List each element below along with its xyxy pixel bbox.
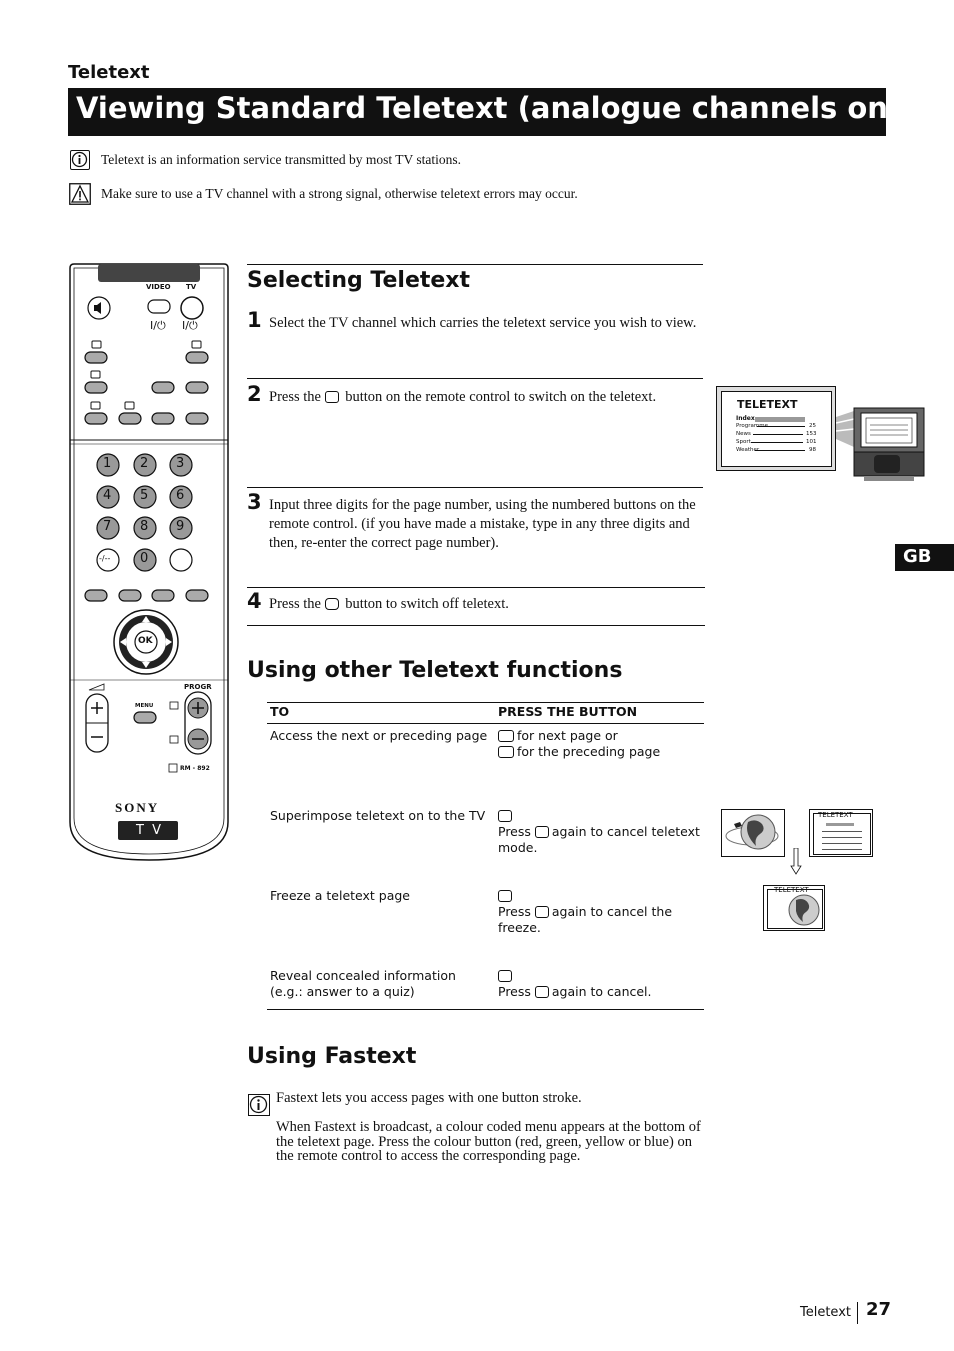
step-divider (247, 378, 703, 379)
teletext-row-label: Weather (736, 447, 760, 453)
tv-icon (325, 598, 339, 610)
footer-section: Teletext (800, 1305, 851, 1320)
other-functions-heading: Using other Teletext functions (247, 658, 623, 683)
remote-menu-label: MENU (135, 703, 154, 709)
remote-progr-label: PROGR (184, 683, 212, 691)
digit-9: 9 (176, 519, 185, 534)
table-row-press: mode. (498, 840, 538, 855)
table-row-press (498, 888, 515, 904)
step-3-text: Input three digits for the page number, using the numbered buttons on the remote control. (if you have made a mistake, type in any three digits and then, re-enter the correct page number). (269, 497, 696, 551)
table-row-to: Freeze a teletext page (270, 888, 411, 903)
freeze-icon (498, 890, 512, 902)
language-tab-label: GB (903, 546, 932, 567)
teletext-screen-illustration (716, 386, 836, 471)
digit-6: 6 (176, 488, 185, 503)
info-icon (248, 1094, 270, 1116)
footer-divider (857, 1302, 858, 1324)
teletext-screen-title: TELETEXT (737, 398, 798, 411)
page-up-icon (498, 730, 514, 742)
teletext-row-label: News (736, 431, 751, 437)
step-number: 3 (247, 490, 262, 514)
table-row-to: Reveal concealed information (270, 968, 456, 983)
step-2-text (269, 388, 705, 407)
remote-tv-badge: T V (136, 823, 163, 838)
superimposed-screen (763, 885, 825, 931)
teletext-index-label: Index (736, 415, 755, 422)
digit-4: 4 (103, 488, 112, 503)
remote-brand: SONY (115, 800, 160, 815)
remote-power-tv: I/⏻ (182, 319, 198, 332)
warning-icon (69, 183, 91, 205)
remote-ok-label: OK (138, 636, 153, 646)
teletext-row-page: 101 (806, 439, 817, 445)
row-text: Press (498, 904, 531, 919)
section-rule (247, 264, 703, 265)
table-header-to: TO (270, 704, 290, 719)
row-text: Press (498, 984, 531, 999)
table-row-press (498, 744, 660, 760)
remote-model: RM - 892 (180, 765, 210, 772)
section-label: Teletext (68, 62, 150, 83)
reveal-icon (498, 970, 512, 982)
table-row-to: Superimpose teletext on to the TV (270, 808, 486, 823)
row-text: Press (498, 824, 531, 839)
table-row-press (498, 808, 515, 824)
remote-tv-label: TV (186, 283, 197, 291)
digit-8: 8 (140, 519, 149, 534)
fastext-description: When Fastext is broadcast, a colour coded menu appears at the bottom of the teletext page. Press the colour button (red, green, yellow or blue) on the remote control to access the corresponding page. (276, 1119, 701, 1164)
teletext-icon (498, 810, 512, 822)
remote-video-label: VIDEO (146, 283, 171, 291)
teletext-row-page: 98 (809, 447, 816, 453)
digit-5: 5 (140, 488, 149, 503)
selecting-heading: Selecting Teletext (247, 268, 471, 293)
globe-screen-illustration (721, 809, 785, 857)
fastext-heading: Using Fastext (247, 1044, 417, 1069)
digit-2: 2 (140, 456, 149, 471)
small-screen-title: TELETEXT (774, 886, 809, 894)
page-number: 27 (866, 1299, 892, 1320)
warning-note: Make sure to use a TV channel with a strong signal, otherwise teletext errors may occur. (101, 186, 578, 201)
digit-3: 3 (176, 456, 185, 471)
tv-set-illustration (836, 405, 926, 483)
table-header-press: PRESS THE BUTTON (498, 704, 638, 719)
table-row-to: Access the next or preceding page (270, 728, 488, 743)
step-2-pre: Press the (269, 389, 321, 405)
digit-0: 0 (140, 551, 149, 566)
table-top-rule (267, 702, 704, 703)
step-divider (247, 587, 705, 588)
step-4-text (269, 595, 705, 614)
table-row-press (498, 968, 515, 984)
step-number: 4 (247, 589, 262, 613)
row-text: again to cancel teletext (551, 824, 700, 839)
table-row-press (498, 728, 618, 744)
step-1-text: Select the TV channel which carries the teletext service you wish to view. (269, 315, 697, 331)
teletext-row-label: Sport (736, 439, 751, 445)
table-row-press (498, 984, 652, 1000)
row-text: again to cancel. (551, 984, 652, 999)
info-note: Teletext is an information service transmitted by most TV stations. (101, 152, 461, 167)
freeze-icon (535, 906, 549, 918)
remote-control-illustration (68, 262, 230, 862)
page-down-icon (498, 746, 514, 758)
table-bottom-rule (267, 1009, 704, 1010)
step-number: 1 (247, 308, 262, 332)
teletext-icon (535, 826, 549, 838)
table-row-press: freeze. (498, 920, 541, 935)
table-row-press (498, 904, 672, 920)
table-row-press (498, 824, 700, 840)
digit-dash: -/-- (99, 554, 111, 563)
step-divider (247, 487, 703, 488)
table-header-rule (267, 723, 704, 724)
page-title: Viewing Standard Teletext (analogue channels only) (76, 91, 931, 125)
teletext-icon (325, 391, 339, 403)
row-text: for next page or (517, 728, 618, 743)
language-tab (895, 544, 954, 571)
section-rule (247, 625, 705, 626)
row-text: again to cancel the (551, 904, 673, 919)
down-arrow-icon (790, 848, 802, 876)
teletext-small-screen (809, 809, 873, 857)
step-4-pre: Press the (269, 596, 321, 612)
step-number: 2 (247, 382, 262, 406)
remote-power-video: I/⏻ (150, 319, 166, 332)
step-4-post: button to switch off teletext. (345, 596, 509, 612)
page-title-bar (68, 88, 931, 136)
teletext-row-label: Programme (736, 423, 768, 429)
step-2-post: button on the remote control to switch on the teletext. (345, 389, 657, 405)
reveal-icon (535, 986, 549, 998)
table-row-to: (e.g.: answer to a quiz) (270, 984, 415, 999)
small-screen-title: TELETEXT (818, 811, 853, 819)
teletext-row-page: 25 (809, 423, 816, 429)
info-icon (70, 150, 90, 170)
digit-1: 1 (103, 456, 112, 471)
digit-7: 7 (103, 519, 112, 534)
row-text: for the preceding page (517, 744, 661, 759)
fastext-intro: Fastext lets you access pages with one button stroke. (276, 1090, 582, 1106)
teletext-row-page: 153 (806, 431, 817, 437)
